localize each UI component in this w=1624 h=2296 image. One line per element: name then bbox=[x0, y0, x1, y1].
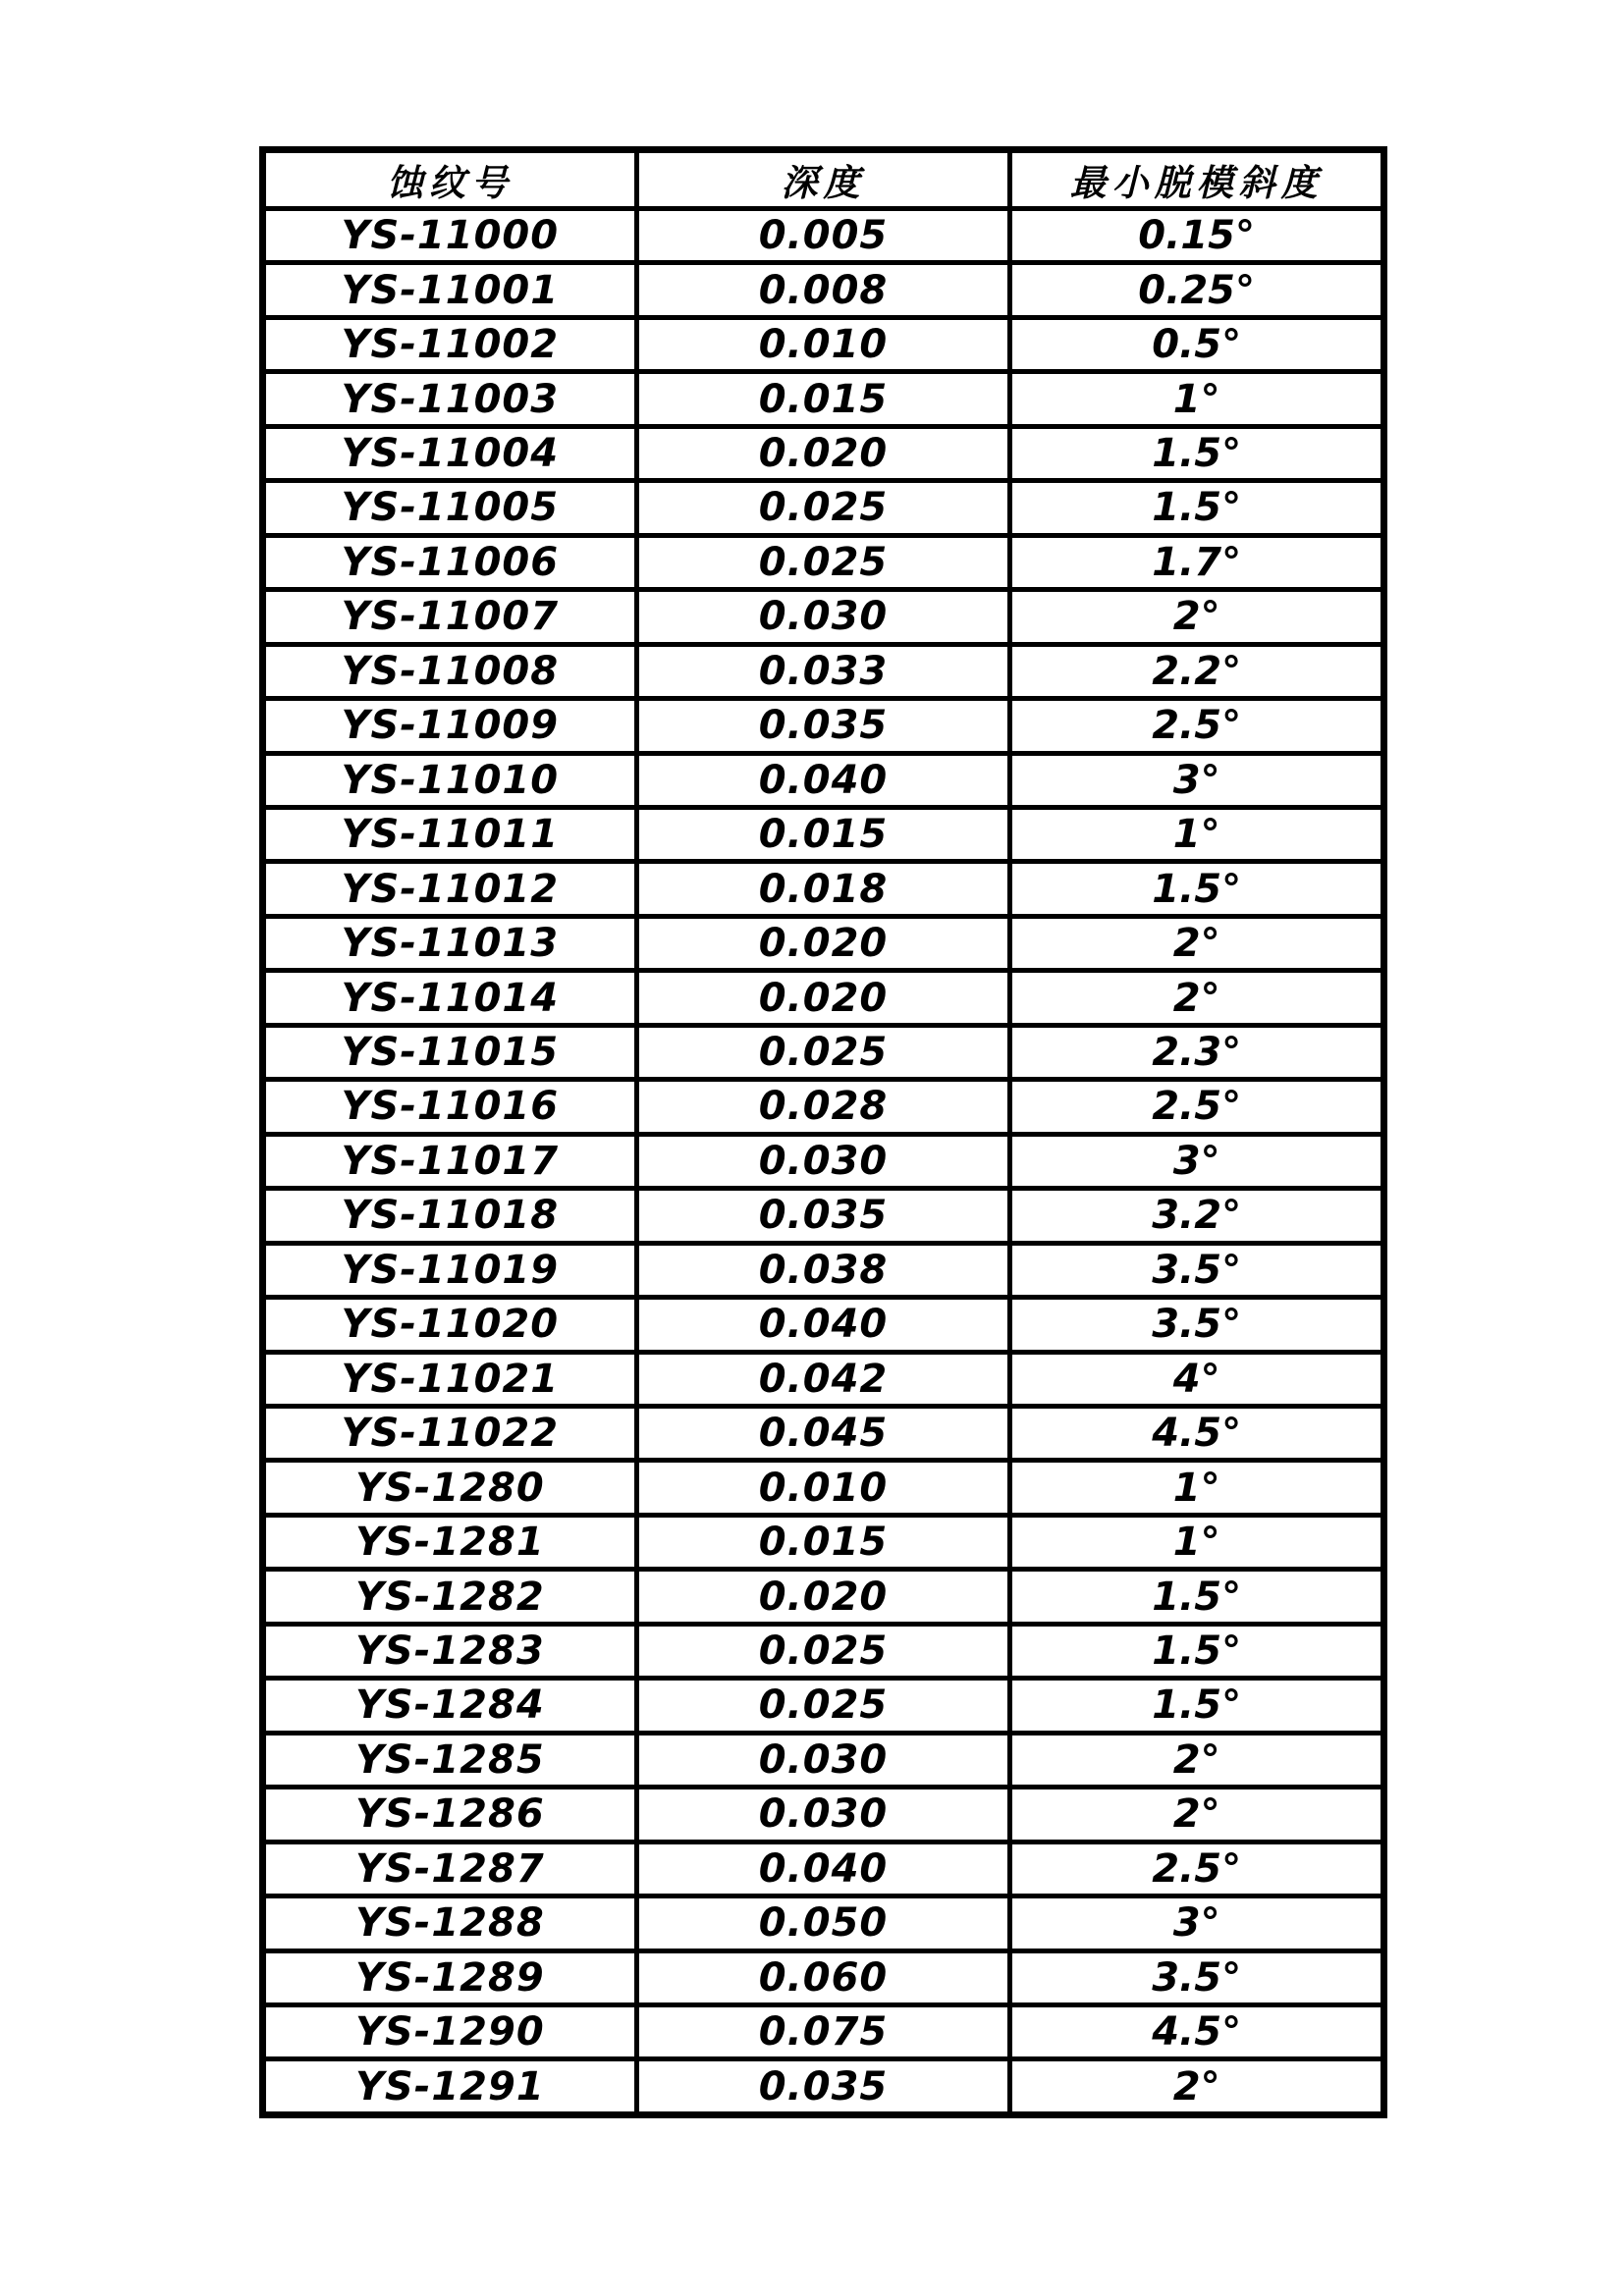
cell-pattern-number: YS-11015 bbox=[263, 1025, 637, 1079]
cell-pattern-number: YS-1290 bbox=[263, 2004, 637, 2058]
cell-min-draft-angle: 1° bbox=[1010, 1515, 1384, 1569]
table-row bbox=[263, 699, 1384, 753]
cell-min-draft-angle: 1.5° bbox=[1010, 1679, 1384, 1733]
cell-min-draft-angle: 0.25° bbox=[1010, 263, 1384, 317]
cell-depth: 0.040 bbox=[636, 1298, 1010, 1352]
cell-pattern-number: YS-1281 bbox=[263, 1515, 637, 1569]
cell-min-draft-angle: 4.5° bbox=[1010, 2004, 1384, 2058]
cell-pattern-number: YS-11013 bbox=[263, 916, 637, 970]
cell-min-draft-angle: 4.5° bbox=[1010, 1406, 1384, 1460]
cell-pattern-number: YS-11011 bbox=[263, 807, 637, 861]
cell-min-draft-angle: 0.15° bbox=[1010, 209, 1384, 263]
cell-min-draft-angle: 1.5° bbox=[1010, 481, 1384, 535]
cell-pattern-number: YS-1285 bbox=[263, 1733, 637, 1787]
table-row bbox=[263, 590, 1384, 644]
table-row bbox=[263, 1570, 1384, 1624]
table-row bbox=[263, 535, 1384, 589]
cell-depth: 0.015 bbox=[636, 372, 1010, 426]
table-row bbox=[263, 1842, 1384, 1896]
cell-min-draft-angle: 1.7° bbox=[1010, 535, 1384, 589]
column-header-pattern-number: 蚀纹号 bbox=[263, 150, 637, 209]
cell-depth: 0.045 bbox=[636, 1406, 1010, 1460]
cell-min-draft-angle: 3° bbox=[1010, 753, 1384, 807]
cell-depth: 0.028 bbox=[636, 1080, 1010, 1134]
cell-min-draft-angle: 3° bbox=[1010, 1896, 1384, 1950]
cell-pattern-number: YS-11010 bbox=[263, 753, 637, 807]
cell-depth: 0.005 bbox=[636, 209, 1010, 263]
cell-depth: 0.033 bbox=[636, 644, 1010, 698]
cell-pattern-number: YS-11005 bbox=[263, 481, 637, 535]
table-row bbox=[263, 1080, 1384, 1134]
cell-depth: 0.030 bbox=[636, 1134, 1010, 1188]
table-row bbox=[263, 317, 1384, 371]
cell-depth: 0.015 bbox=[636, 807, 1010, 861]
cell-pattern-number: YS-1289 bbox=[263, 1950, 637, 2004]
table-row bbox=[263, 372, 1384, 426]
cell-min-draft-angle: 2.5° bbox=[1010, 1842, 1384, 1896]
cell-depth: 0.020 bbox=[636, 916, 1010, 970]
cell-pattern-number: YS-11004 bbox=[263, 426, 637, 480]
cell-depth: 0.008 bbox=[636, 263, 1010, 317]
cell-pattern-number: YS-11002 bbox=[263, 317, 637, 371]
table-row bbox=[263, 753, 1384, 807]
cell-depth: 0.018 bbox=[636, 862, 1010, 916]
cell-depth: 0.030 bbox=[636, 590, 1010, 644]
table-row bbox=[263, 1406, 1384, 1460]
cell-min-draft-angle: 2° bbox=[1010, 971, 1384, 1025]
cell-pattern-number: YS-11003 bbox=[263, 372, 637, 426]
cell-min-draft-angle: 1.5° bbox=[1010, 862, 1384, 916]
table-row bbox=[263, 1788, 1384, 1842]
cell-depth: 0.020 bbox=[636, 1570, 1010, 1624]
table-row bbox=[263, 644, 1384, 698]
cell-depth: 0.025 bbox=[636, 481, 1010, 535]
cell-pattern-number: YS-1286 bbox=[263, 1788, 637, 1842]
cell-min-draft-angle: 1.5° bbox=[1010, 426, 1384, 480]
table-row bbox=[263, 807, 1384, 861]
cell-depth: 0.025 bbox=[636, 535, 1010, 589]
cell-pattern-number: YS-11019 bbox=[263, 1243, 637, 1297]
cell-depth: 0.020 bbox=[636, 971, 1010, 1025]
cell-pattern-number: YS-1283 bbox=[263, 1624, 637, 1678]
cell-pattern-number: YS-11012 bbox=[263, 862, 637, 916]
cell-pattern-number: YS-11021 bbox=[263, 1352, 637, 1406]
cell-depth: 0.015 bbox=[636, 1515, 1010, 1569]
cell-pattern-number: YS-11022 bbox=[263, 1406, 637, 1460]
table-row bbox=[263, 862, 1384, 916]
cell-depth: 0.025 bbox=[636, 1624, 1010, 1678]
cell-depth: 0.035 bbox=[636, 699, 1010, 753]
cell-depth: 0.042 bbox=[636, 1352, 1010, 1406]
cell-pattern-number: YS-1284 bbox=[263, 1679, 637, 1733]
table-row bbox=[263, 1243, 1384, 1297]
table-row bbox=[263, 263, 1384, 317]
etch-table-body bbox=[263, 209, 1384, 2115]
cell-depth: 0.010 bbox=[636, 317, 1010, 371]
cell-depth: 0.038 bbox=[636, 1243, 1010, 1297]
cell-depth: 0.060 bbox=[636, 1950, 1010, 2004]
cell-pattern-number: YS-11020 bbox=[263, 1298, 637, 1352]
table-row bbox=[263, 1733, 1384, 1787]
cell-min-draft-angle: 1° bbox=[1010, 372, 1384, 426]
cell-min-draft-angle: 3.5° bbox=[1010, 1298, 1384, 1352]
table-row bbox=[263, 971, 1384, 1025]
table-row bbox=[263, 1950, 1384, 2004]
cell-min-draft-angle: 3.2° bbox=[1010, 1189, 1384, 1243]
cell-min-draft-angle: 2.5° bbox=[1010, 1080, 1384, 1134]
table-row bbox=[263, 1352, 1384, 1406]
cell-pattern-number: YS-11017 bbox=[263, 1134, 637, 1188]
table-row bbox=[263, 426, 1384, 480]
table-row bbox=[263, 1624, 1384, 1678]
cell-depth: 0.010 bbox=[636, 1461, 1010, 1515]
column-header-min-draft-angle: 最小脱模斜度 bbox=[1010, 150, 1384, 209]
table-row bbox=[263, 1461, 1384, 1515]
cell-depth: 0.020 bbox=[636, 426, 1010, 480]
column-header-depth: 深度 bbox=[636, 150, 1010, 209]
etch-pattern-table bbox=[259, 146, 1387, 2118]
cell-min-draft-angle: 2° bbox=[1010, 916, 1384, 970]
cell-min-draft-angle: 3.5° bbox=[1010, 1950, 1384, 2004]
table-row bbox=[263, 1189, 1384, 1243]
cell-min-draft-angle: 2.5° bbox=[1010, 699, 1384, 753]
cell-min-draft-angle: 1.5° bbox=[1010, 1624, 1384, 1678]
cell-pattern-number: YS-11000 bbox=[263, 209, 637, 263]
etch-pattern-table-wrap bbox=[259, 146, 1387, 2118]
cell-min-draft-angle: 2° bbox=[1010, 1788, 1384, 1842]
cell-depth: 0.025 bbox=[636, 1025, 1010, 1079]
table-row bbox=[263, 1298, 1384, 1352]
table-row bbox=[263, 481, 1384, 535]
table-row bbox=[263, 1679, 1384, 1733]
table-row bbox=[263, 1896, 1384, 1950]
table-row bbox=[263, 209, 1384, 263]
etch-table-header bbox=[263, 150, 1384, 209]
cell-min-draft-angle: 3° bbox=[1010, 1134, 1384, 1188]
cell-min-draft-angle: 3.5° bbox=[1010, 1243, 1384, 1297]
cell-depth: 0.025 bbox=[636, 1679, 1010, 1733]
cell-pattern-number: YS-1291 bbox=[263, 2059, 637, 2115]
table-row bbox=[263, 2059, 1384, 2115]
cell-pattern-number: YS-11008 bbox=[263, 644, 637, 698]
cell-min-draft-angle: 1.5° bbox=[1010, 1570, 1384, 1624]
cell-depth: 0.035 bbox=[636, 1189, 1010, 1243]
cell-pattern-number: YS-1280 bbox=[263, 1461, 637, 1515]
cell-pattern-number: YS-11016 bbox=[263, 1080, 637, 1134]
cell-pattern-number: YS-1282 bbox=[263, 1570, 637, 1624]
cell-pattern-number: YS-1288 bbox=[263, 1896, 637, 1950]
cell-min-draft-angle: 1° bbox=[1010, 1461, 1384, 1515]
cell-min-draft-angle: 2.2° bbox=[1010, 644, 1384, 698]
cell-pattern-number: YS-11001 bbox=[263, 263, 637, 317]
table-row bbox=[263, 2004, 1384, 2058]
cell-pattern-number: YS-11009 bbox=[263, 699, 637, 753]
cell-min-draft-angle: 1° bbox=[1010, 807, 1384, 861]
cell-min-draft-angle: 2° bbox=[1010, 2059, 1384, 2115]
cell-depth: 0.030 bbox=[636, 1733, 1010, 1787]
header-row bbox=[263, 150, 1384, 209]
cell-pattern-number: YS-11018 bbox=[263, 1189, 637, 1243]
cell-pattern-number: YS-11006 bbox=[263, 535, 637, 589]
cell-depth: 0.035 bbox=[636, 2059, 1010, 2115]
table-row bbox=[263, 1025, 1384, 1079]
table-row bbox=[263, 1515, 1384, 1569]
table-row bbox=[263, 916, 1384, 970]
cell-depth: 0.050 bbox=[636, 1896, 1010, 1950]
table-row bbox=[263, 1134, 1384, 1188]
cell-min-draft-angle: 2° bbox=[1010, 590, 1384, 644]
cell-pattern-number: YS-11014 bbox=[263, 971, 637, 1025]
cell-depth: 0.030 bbox=[636, 1788, 1010, 1842]
cell-pattern-number: YS-1287 bbox=[263, 1842, 637, 1896]
cell-min-draft-angle: 0.5° bbox=[1010, 317, 1384, 371]
cell-min-draft-angle: 2° bbox=[1010, 1733, 1384, 1787]
cell-min-draft-angle: 2.3° bbox=[1010, 1025, 1384, 1079]
cell-pattern-number: YS-11007 bbox=[263, 590, 637, 644]
cell-depth: 0.040 bbox=[636, 1842, 1010, 1896]
cell-depth: 0.075 bbox=[636, 2004, 1010, 2058]
cell-depth: 0.040 bbox=[636, 753, 1010, 807]
cell-min-draft-angle: 4° bbox=[1010, 1352, 1384, 1406]
